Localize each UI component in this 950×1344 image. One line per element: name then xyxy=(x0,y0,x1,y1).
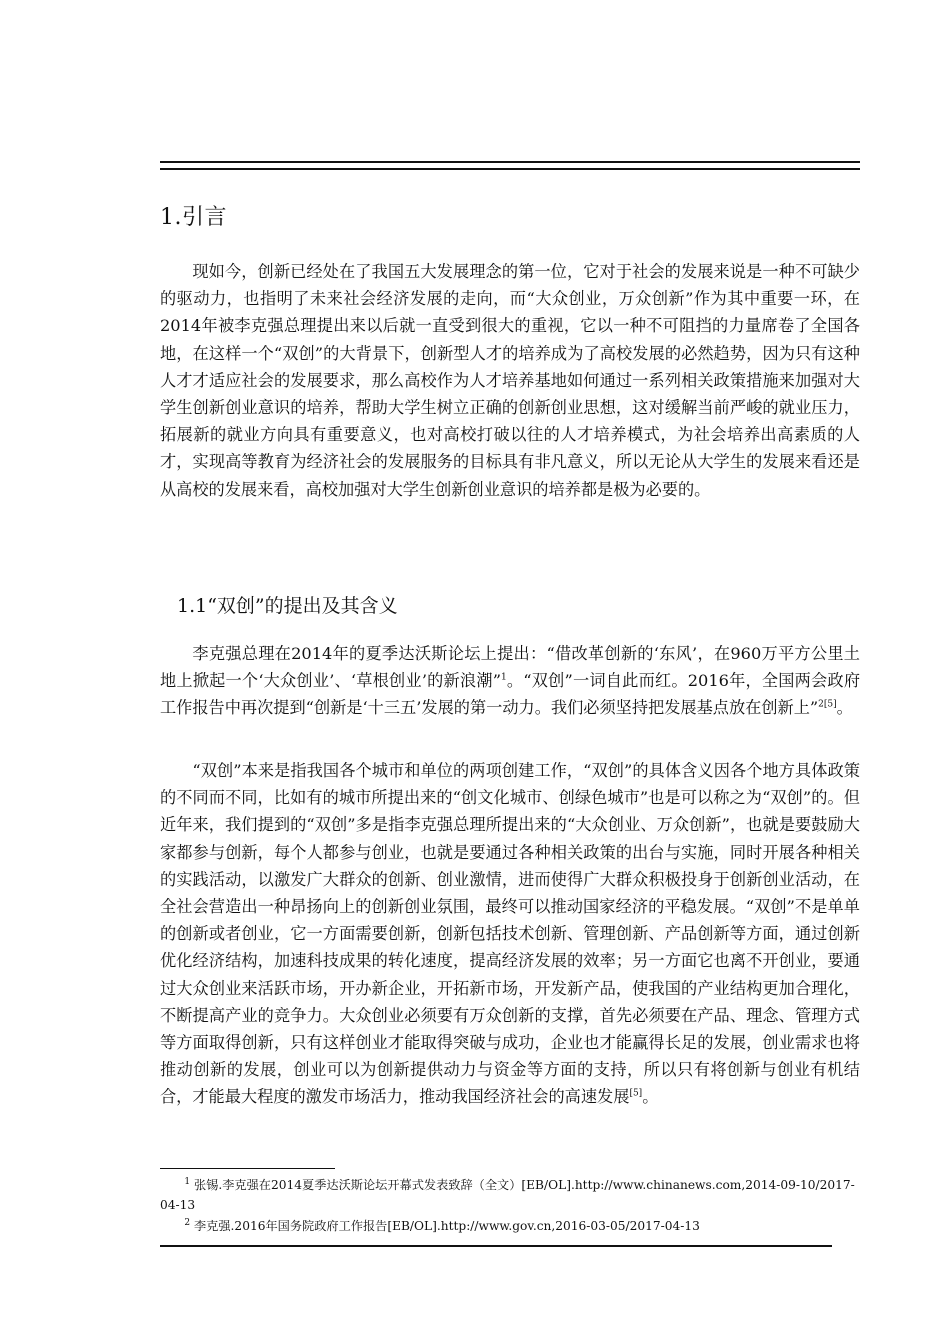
paragraph-text: 李克强总理在2014年的夏季达沃斯论坛上提出：“借改革创新的‘东风’，在960万平方公里土地上掀起一个‘大众创业’、‘草根创业’的新浪潮” xyxy=(160,644,860,691)
footnote-separator xyxy=(160,1168,335,1169)
footnote-mark: 2 xyxy=(184,1217,191,1228)
footnote-ref[interactable]: 1 xyxy=(500,672,507,683)
paragraph-text: “双创”本来是指我国各个城市和单位的两项创建工作，“双创”的具体含义因各个地方具体政策的不同而不同，比如有的城市所提出来的“创文化城市、创绿色城市”也是可以称之为“双创”的。但近年来，我们提到的“双创”多是指李克强总理所提出来的“大众创业、万众创新”，也就是要鼓励大家都参与创新，每个人都参与创业，也就是要通过各种相关政策的出台与实施，同时开展各种相关的实践活动，以激发广大群众的创新、创业激情，进而使得广大群众积极投身于创新创业活动，在全社会营造出一种昂扬向上的创新创业氛围，最终可以推动国家经济的平稳发展。“双创”不是单单的创新或者创业，它一方面需要创新，创新包括技术创新、管理创新、产品创新等方面，通过创新优化经济结构，加速科技成果的转化速度，提高经济发展的效率；另一方面它也离不开创业，要通过大众创业来活跃市场，开办新企业，开拓新市场，开发新产品，使我国的产业结构更加合理化，不断提高产业的竞争力。大众创业必须要有万众创新的支撑，首先必须要在产品、理念、管理方式等方面取得创新，只有这样创业才能取得突破与成功，企业也才能赢得长足的发展，创业需求也将推动创新的发展，创业可以为创新提供动力与资金等方面的支持，所以只有将创新与创业有机结合，才能最大程度的激发市场活力，推动我国经济社会的高速发展 xyxy=(160,761,860,1107)
citation-ref[interactable]: 2[5] xyxy=(818,700,837,711)
paragraph-text: 。 xyxy=(642,1087,659,1107)
footnote-text: 张锡.李克强在2014夏季达沃斯论坛开幕式发表致辞（全文）[EB/OL].http://www.chinanews.com,2014-09-10/2017-04-13 xyxy=(160,1178,855,1212)
footer-rule xyxy=(160,1245,832,1247)
subsection-heading: 1.1“双创”的提出及其含义 xyxy=(177,595,398,617)
footnote-text: 李克强.2016年国务院政府工作报告[EB/OL].http://www.gov.cn,2016-03-05/2017-04-13 xyxy=(194,1219,700,1233)
header-rule-top xyxy=(160,161,860,163)
intro-paragraph: 现如今，创新已经处在了我国五大发展理念的第一位，它对于社会的发展来说是一种不可缺少的驱动力，也指明了未来社会经济发展的走向，而“大众创业，万众创新”作为其中重要一环，在2014年被李克强总理提出来以后就一直受到很大的重视，它以一种不可阻挡的力量席卷了全国各地，在这样一个“双创”的大背景下，创新型人才的培养成为了高校发展的必然趋势，因为只有这种人才才适应社会的发展要求，那么高校作为人才培养基地如何通过一系列相关政策措施来加强对大学生创新创业意识的培养，帮助大学生树立正确的创新创业思想，这对缓解当前严峻的就业压力，拓展新的就业方向具有重要意义，也对高校打破以往的人才培养模式，为社会培养出高素质的人才，实现高等教育为经济社会的发展服务的目标具有非凡意义，所以无论从大学生的发展来看还是从高校的发展来看，高校加强对大学生创新创业意识的培养都是极为必要的。 xyxy=(160,262,860,499)
citation-ref[interactable]: [5] xyxy=(629,1089,643,1100)
subsection-paragraph-2 xyxy=(160,757,860,1111)
section-heading: 1.引言 xyxy=(160,205,227,230)
paragraph-text: 。 xyxy=(836,698,853,718)
subsection-paragraph-1 xyxy=(160,640,860,722)
footnote-2 xyxy=(160,1216,860,1236)
footnote-1 xyxy=(160,1175,860,1215)
footnote-mark: 1 xyxy=(184,1176,191,1187)
header-rule-bottom xyxy=(160,168,860,170)
paragraph-text: 。“双创”一词自此而红。2016年，全国两会政府工作报告中再次提到“创新是‘十三五’发展的第一动力。我们必须坚持把发展基点放在创新上” xyxy=(160,671,861,718)
